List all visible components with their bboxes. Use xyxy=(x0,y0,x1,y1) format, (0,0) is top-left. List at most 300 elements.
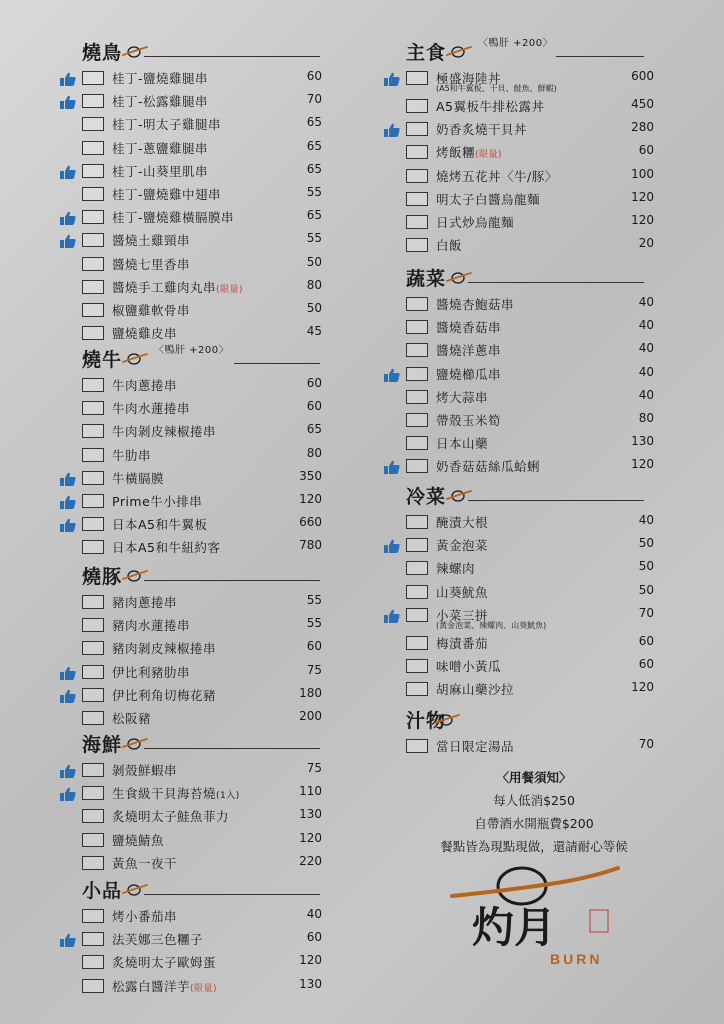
menu-item[interactable] xyxy=(58,760,328,782)
order-checkbox[interactable] xyxy=(406,636,428,650)
order-checkbox[interactable] xyxy=(82,326,104,340)
order-checkbox[interactable] xyxy=(82,141,104,155)
item-price: 50 xyxy=(306,254,322,269)
item-price: 55 xyxy=(306,185,322,199)
menu-item[interactable] xyxy=(58,468,328,490)
menu-item[interactable] xyxy=(58,91,328,113)
item-name: 牛橫膈膜 xyxy=(112,470,165,486)
menu-item[interactable] xyxy=(382,189,662,211)
item-name: 烤飯糰(限量) xyxy=(436,145,503,161)
order-checkbox[interactable] xyxy=(82,786,104,800)
menu-item[interactable] xyxy=(382,433,662,455)
menu-item[interactable] xyxy=(382,119,662,141)
menu-item[interactable] xyxy=(58,398,328,420)
thumbs-up-icon xyxy=(60,210,76,224)
section-title: 冷菜 xyxy=(406,486,447,508)
item-price: 660 xyxy=(299,515,322,530)
menu-item[interactable] xyxy=(58,68,328,90)
item-price: 120 xyxy=(631,457,654,472)
order-checkbox[interactable] xyxy=(82,856,104,870)
item-subtitle: (A5和牛翼板、干貝、鮭魚、鮮蝦) xyxy=(436,84,557,93)
menu-item[interactable] xyxy=(58,491,328,513)
item-price: 60 xyxy=(306,399,322,414)
order-checkbox[interactable] xyxy=(406,367,428,381)
menu-item[interactable] xyxy=(382,456,662,478)
item-name: 白飯 xyxy=(436,238,463,254)
item-name: 牛肉剝皮辣椒捲串 xyxy=(112,424,217,440)
section-header xyxy=(382,482,662,506)
section-title: 小品 xyxy=(82,880,123,902)
item-name: 小菜三拼 xyxy=(436,607,489,623)
item-name: 日本A5和牛紐約客 xyxy=(112,540,221,556)
item-name: 伊比利豬肋串 xyxy=(112,664,191,680)
logo-english: BURN xyxy=(550,951,603,967)
menu-item[interactable] xyxy=(58,421,328,443)
item-price: 80 xyxy=(306,445,322,460)
item-price: 40 xyxy=(638,318,654,333)
item-name: 味噌小黃瓜 xyxy=(436,659,502,674)
order-checkbox[interactable] xyxy=(406,71,428,85)
item-name: 牛肉水蓮捲串 xyxy=(112,401,191,417)
menu-item[interactable] xyxy=(58,662,328,684)
item-price: 40 xyxy=(638,387,654,402)
order-checkbox[interactable] xyxy=(82,117,104,131)
item-name: 豬肉剝皮辣椒捲串 xyxy=(112,641,217,657)
logo-chinese: 灼月 xyxy=(472,903,557,952)
menu-item[interactable] xyxy=(382,235,662,257)
section-divider xyxy=(144,56,320,57)
item-name: 豬肉蔥捲串 xyxy=(112,595,178,610)
item-price: 65 xyxy=(306,422,322,437)
item-price: 80 xyxy=(306,277,322,292)
menu-item[interactable] xyxy=(58,114,328,136)
order-checkbox[interactable] xyxy=(406,122,428,136)
order-checkbox[interactable] xyxy=(406,413,428,427)
item-name: 桂丁-松露雞腿串 xyxy=(112,94,209,110)
menu-item[interactable] xyxy=(382,340,662,362)
menu-item[interactable] xyxy=(58,638,328,660)
limited-tag: (限量) xyxy=(190,983,218,994)
item-price: 70 xyxy=(306,92,322,107)
menu-item[interactable] xyxy=(58,445,328,467)
menu-section xyxy=(58,562,328,726)
item-name: 桂丁-蔥鹽雞腿串 xyxy=(112,140,209,156)
item-name: 帶殼玉米筍 xyxy=(436,413,502,428)
thumbs-up-icon xyxy=(60,932,76,946)
item-price: 65 xyxy=(306,138,322,153)
menu-section xyxy=(58,730,328,871)
order-checkbox[interactable] xyxy=(406,99,428,113)
menu-item[interactable] xyxy=(58,615,328,637)
section-header xyxy=(382,38,662,62)
menu-item[interactable] xyxy=(58,375,328,397)
item-name: 鹽燒雞皮串 xyxy=(112,326,178,342)
item-price: 60 xyxy=(306,639,322,654)
item-name: 黃魚一夜干 xyxy=(112,855,178,871)
menu-item[interactable] xyxy=(58,929,328,951)
item-name: 松露白醬洋芋(限量) xyxy=(112,978,218,994)
item-name: 生食級干貝海苔燒(1入) xyxy=(112,786,240,802)
item-price: 70 xyxy=(638,605,654,620)
item-name: 醬燒七里香串 xyxy=(112,256,191,272)
menu-item[interactable] xyxy=(58,138,328,160)
order-checkbox[interactable] xyxy=(406,145,428,159)
thumbs-up-icon xyxy=(60,233,76,247)
menu-item[interactable] xyxy=(382,679,662,701)
menu-item[interactable] xyxy=(382,535,662,557)
order-checkbox[interactable] xyxy=(82,932,104,946)
order-checkbox[interactable] xyxy=(82,471,104,485)
order-checkbox[interactable] xyxy=(406,515,428,529)
thumbs-up-icon xyxy=(384,459,400,473)
order-checkbox[interactable] xyxy=(82,448,104,462)
order-checkbox[interactable] xyxy=(406,459,428,473)
item-price: 65 xyxy=(306,208,322,223)
order-checkbox[interactable] xyxy=(406,538,428,552)
menu-section xyxy=(382,38,662,254)
menu-item[interactable] xyxy=(382,96,662,118)
item-price: 45 xyxy=(306,324,322,339)
section-title: 燒牛 xyxy=(82,349,123,371)
section-header xyxy=(58,730,328,754)
order-checkbox[interactable] xyxy=(82,71,104,85)
order-checkbox[interactable] xyxy=(82,688,104,702)
order-checkbox[interactable] xyxy=(406,320,428,334)
menu-item[interactable] xyxy=(382,166,662,188)
item-price: 200 xyxy=(299,709,322,723)
order-checkbox[interactable] xyxy=(82,164,104,178)
menu-item[interactable] xyxy=(58,806,328,828)
order-checkbox[interactable] xyxy=(82,955,104,969)
item-name: 炙燒明太子鮭魚菲力 xyxy=(112,809,230,825)
order-checkbox[interactable] xyxy=(406,608,428,622)
item-price: 120 xyxy=(631,189,654,204)
menu-item[interactable] xyxy=(58,230,328,252)
order-checkbox[interactable] xyxy=(82,257,104,271)
item-name: 日式炒烏龍麵 xyxy=(436,215,515,230)
order-checkbox[interactable] xyxy=(82,517,104,531)
item-price: 20 xyxy=(638,236,654,251)
item-name: 日本山藥 xyxy=(436,436,489,452)
section-header xyxy=(58,38,328,62)
section-title: 主食 xyxy=(406,42,447,64)
menu-item[interactable] xyxy=(58,685,328,707)
menu-item[interactable] xyxy=(58,207,328,229)
section-divider xyxy=(468,500,644,501)
thumbs-up-icon xyxy=(384,71,400,85)
menu-item[interactable] xyxy=(382,633,662,655)
item-name: A5翼板牛排松露丼 xyxy=(436,99,545,114)
section-title: 汁物 xyxy=(406,710,447,732)
section-header xyxy=(58,345,328,369)
section-divider xyxy=(144,894,320,895)
order-checkbox[interactable] xyxy=(406,343,428,357)
menu-item[interactable] xyxy=(382,142,662,164)
item-name: 醬燒杏鮑菇串 xyxy=(436,297,515,312)
item-name: 山葵魷魚 xyxy=(436,584,489,600)
item-price: 450 xyxy=(631,97,654,111)
menu-item[interactable] xyxy=(382,294,662,316)
item-name: 梅漬番茄 xyxy=(436,635,489,651)
order-checkbox[interactable] xyxy=(82,979,104,993)
order-checkbox[interactable] xyxy=(82,494,104,508)
item-name: Prime牛小排串 xyxy=(112,494,203,509)
item-name: 烤大蒜串 xyxy=(436,389,489,405)
order-checkbox[interactable] xyxy=(406,739,428,753)
menu-item[interactable] xyxy=(58,592,328,614)
menu-item[interactable] xyxy=(382,656,662,678)
order-checkbox[interactable] xyxy=(406,390,428,404)
item-price: 50 xyxy=(306,301,322,315)
item-price: 60 xyxy=(306,376,322,390)
item-price: 50 xyxy=(638,536,654,551)
burn-logo xyxy=(450,860,620,970)
item-name: 明太子白醬烏龍麵 xyxy=(436,191,541,207)
item-price: 120 xyxy=(299,492,322,506)
limited-tag: (限量) xyxy=(475,150,503,161)
item-price: 40 xyxy=(638,364,654,379)
thumbs-up-icon xyxy=(384,367,400,381)
item-name: 桂丁-山葵里肌串 xyxy=(112,163,209,179)
menu-section xyxy=(58,38,328,342)
item-price: 60 xyxy=(306,930,322,945)
order-checkbox[interactable] xyxy=(82,809,104,823)
section-divider xyxy=(144,748,320,749)
item-name: 日本A5和牛翼板 xyxy=(112,517,208,533)
item-price: 350 xyxy=(299,468,322,483)
thumbs-up-icon xyxy=(60,763,76,777)
thumbs-up-icon xyxy=(60,494,76,508)
item-name: 松阪豬 xyxy=(112,711,152,726)
menu-section xyxy=(58,345,328,556)
section-divider xyxy=(468,282,644,283)
item-name: 黃金泡菜 xyxy=(436,538,489,554)
menu-item[interactable] xyxy=(382,605,662,630)
thumbs-up-icon xyxy=(60,688,76,702)
order-checkbox[interactable] xyxy=(406,169,428,183)
item-price: 75 xyxy=(306,662,322,677)
section-title: 燒豚 xyxy=(82,566,123,588)
item-price: 120 xyxy=(299,830,322,845)
item-name: 伊比利角切梅花豬 xyxy=(112,687,217,703)
order-checkbox[interactable] xyxy=(406,297,428,311)
order-checkbox[interactable] xyxy=(82,280,104,294)
thumbs-up-icon xyxy=(60,471,76,485)
section-title: 蔬菜 xyxy=(406,268,447,290)
swoosh-icon xyxy=(122,351,148,365)
menu-item[interactable] xyxy=(382,68,662,93)
section-header xyxy=(58,876,328,900)
menu-item[interactable] xyxy=(382,317,662,339)
menu-item[interactable] xyxy=(58,708,328,730)
order-checkbox[interactable] xyxy=(82,618,104,632)
menu-item[interactable] xyxy=(58,254,328,276)
notice-line: 每人低消$250 xyxy=(493,793,575,808)
item-price: 130 xyxy=(299,976,322,991)
item-price: 70 xyxy=(638,737,654,751)
order-checkbox[interactable] xyxy=(82,233,104,247)
menu-item[interactable] xyxy=(58,830,328,852)
menu-item[interactable] xyxy=(382,582,662,604)
item-price: 180 xyxy=(299,685,322,700)
order-checkbox[interactable] xyxy=(82,378,104,392)
order-checkbox[interactable] xyxy=(82,665,104,679)
item-price: 80 xyxy=(638,411,654,425)
item-price: 75 xyxy=(306,761,322,775)
limited-tag: (限量) xyxy=(216,284,244,295)
item-price: 120 xyxy=(631,213,654,227)
order-checkbox[interactable] xyxy=(82,210,104,224)
item-name: 椒鹽雞軟骨串 xyxy=(112,303,191,318)
section-divider xyxy=(234,363,320,364)
section-note: 〈鴨肝 +200〉 xyxy=(154,345,230,356)
menu-item[interactable] xyxy=(58,952,328,974)
order-checkbox[interactable] xyxy=(406,682,428,696)
order-checkbox[interactable] xyxy=(406,192,428,206)
order-checkbox[interactable] xyxy=(82,424,104,438)
order-checkbox[interactable] xyxy=(82,763,104,777)
swoosh-icon xyxy=(434,712,460,726)
menu-section xyxy=(58,876,328,994)
order-checkbox[interactable] xyxy=(82,641,104,655)
menu-item[interactable] xyxy=(58,514,328,536)
item-price: 40 xyxy=(306,907,322,921)
item-price: 120 xyxy=(631,680,654,695)
menu-item[interactable] xyxy=(58,976,328,998)
item-name: 烤小番茄串 xyxy=(112,909,178,924)
thumbs-up-icon xyxy=(60,94,76,108)
item-price: 60 xyxy=(638,657,654,671)
menu-item[interactable] xyxy=(58,783,328,805)
order-checkbox[interactable] xyxy=(82,187,104,201)
item-name: 桂丁-明太子雞腿串 xyxy=(112,117,222,133)
item-price: 50 xyxy=(638,582,654,597)
menu-section xyxy=(382,482,662,698)
item-price: 110 xyxy=(299,784,322,799)
menu-item[interactable] xyxy=(382,736,662,758)
order-checkbox[interactable] xyxy=(82,711,104,725)
menu-item[interactable] xyxy=(382,512,662,534)
item-name: 剝殼鮮蝦串 xyxy=(112,763,178,778)
order-checkbox[interactable] xyxy=(406,561,428,575)
item-name: 醬燒洋蔥串 xyxy=(436,343,502,359)
section-header xyxy=(382,706,662,730)
quantity-tag: (1入) xyxy=(216,791,240,802)
menu-item[interactable] xyxy=(58,161,328,183)
menu-item[interactable] xyxy=(58,277,328,299)
item-price: 600 xyxy=(631,69,654,83)
item-name: 醬燒土雞頸串 xyxy=(112,233,191,249)
thumbs-up-icon xyxy=(384,538,400,552)
item-name: 當日限定湯品 xyxy=(436,739,515,754)
notice-line: 餐點皆為現點現做，還請耐心等候 xyxy=(440,839,628,854)
thumbs-up-icon xyxy=(60,71,76,85)
thumbs-up-icon xyxy=(60,665,76,679)
item-price: 60 xyxy=(306,69,322,83)
item-name: 牛肋串 xyxy=(112,447,152,463)
item-name: 辣螺肉 xyxy=(436,561,476,577)
item-price: 55 xyxy=(306,593,322,607)
order-checkbox[interactable] xyxy=(406,436,428,450)
notice-line: 自帶酒水開瓶費$200 xyxy=(474,816,594,831)
item-name: 極盛海陸丼 xyxy=(436,71,502,86)
item-price: 780 xyxy=(299,538,322,553)
menu-item[interactable] xyxy=(382,410,662,432)
section-header xyxy=(58,562,328,586)
item-price: 40 xyxy=(638,341,654,356)
order-checkbox[interactable] xyxy=(82,94,104,108)
section-note: 〈鴨肝 +200〉 xyxy=(478,38,554,49)
section-title: 海鮮 xyxy=(82,734,123,756)
dining-notice xyxy=(434,766,634,858)
item-name: 醃漬大根 xyxy=(436,515,489,530)
item-price: 40 xyxy=(638,295,654,309)
menu-item[interactable] xyxy=(58,906,328,928)
thumbs-up-icon xyxy=(60,517,76,531)
section-header xyxy=(382,264,662,288)
order-checkbox[interactable] xyxy=(82,303,104,317)
item-name: 桂丁-鹽燒雞橫膈膜串 xyxy=(112,210,235,226)
menu-item[interactable] xyxy=(382,364,662,386)
item-price: 40 xyxy=(638,513,654,527)
section-title: 燒鳥 xyxy=(82,42,123,64)
order-checkbox[interactable] xyxy=(82,595,104,609)
item-price: 60 xyxy=(638,633,654,648)
order-checkbox[interactable] xyxy=(82,540,104,554)
item-name: 奶香菇菇絲瓜蛤蜊 xyxy=(436,459,541,475)
item-price: 220 xyxy=(299,853,322,868)
order-checkbox[interactable] xyxy=(406,585,428,599)
item-name: 法芙娜三色糰子 xyxy=(112,932,204,948)
menu-item[interactable] xyxy=(58,184,328,206)
item-price: 65 xyxy=(306,115,322,130)
item-name: 炙燒明太子歐姆蛋 xyxy=(112,955,217,971)
item-name: 牛肉蔥捲串 xyxy=(112,378,178,393)
section-divider xyxy=(556,56,644,57)
menu-item[interactable] xyxy=(58,537,328,559)
thumbs-up-icon xyxy=(60,164,76,178)
item-name: 桂丁-鹽燒雞腿串 xyxy=(112,71,209,86)
item-price: 130 xyxy=(299,807,322,822)
thumbs-up-icon xyxy=(384,122,400,136)
menu-item[interactable] xyxy=(58,300,328,322)
item-price: 280 xyxy=(631,120,654,135)
menu-item[interactable] xyxy=(58,853,328,875)
item-name: 鹽燒櫛瓜串 xyxy=(436,366,502,382)
item-price: 130 xyxy=(631,434,654,449)
item-name: 燒烤五花丼〈牛/豚〉 xyxy=(436,168,558,184)
item-name: 醬燒手工雞肉丸串(限量) xyxy=(112,279,244,295)
item-price: 55 xyxy=(306,616,322,631)
menu-item[interactable] xyxy=(382,212,662,234)
order-checkbox[interactable] xyxy=(82,833,104,847)
thumbs-up-icon xyxy=(60,786,76,800)
item-name: 鹽燒鯖魚 xyxy=(112,832,165,848)
item-price: 120 xyxy=(299,953,322,968)
item-name: 豬肉水蓮捲串 xyxy=(112,618,191,634)
order-checkbox[interactable] xyxy=(406,215,428,229)
order-checkbox[interactable] xyxy=(406,238,428,252)
order-checkbox[interactable] xyxy=(82,909,104,923)
item-name: 桂丁-鹽燒雞中翅串 xyxy=(112,187,222,202)
order-checkbox[interactable] xyxy=(82,401,104,415)
menu-item[interactable] xyxy=(382,387,662,409)
item-price: 60 xyxy=(638,143,654,158)
order-checkbox[interactable] xyxy=(406,659,428,673)
notice-title: 〈用餐須知〉 xyxy=(496,770,572,785)
section-divider xyxy=(144,580,320,581)
menu-item[interactable] xyxy=(382,558,662,580)
